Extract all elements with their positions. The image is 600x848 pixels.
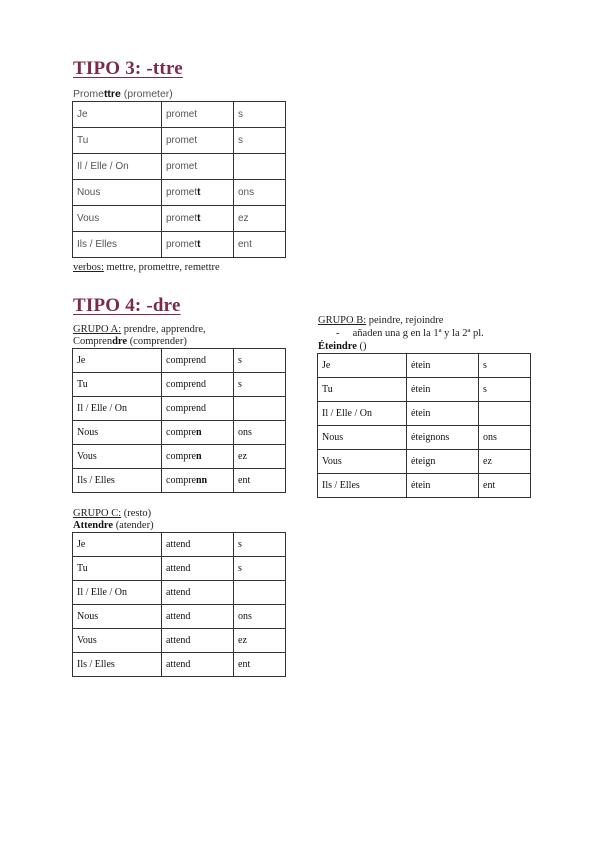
table-row: [73, 154, 286, 180]
verb-prefix: Prome: [73, 88, 104, 100]
stem-cell: promet: [162, 128, 234, 154]
ending-cell: ez: [234, 629, 286, 653]
stem-cell: attend: [162, 605, 234, 629]
stem-cell: étein: [407, 474, 479, 498]
ending-cell: ons: [479, 426, 531, 450]
pronoun-cell: Il / Elle / On: [73, 581, 162, 605]
grupo-b-table: [317, 353, 531, 498]
grupo-a-table: [72, 348, 286, 493]
stem-cell: étein: [407, 378, 479, 402]
ending-cell: ent: [479, 474, 531, 498]
table-row: [73, 232, 286, 258]
ending-cell: s: [234, 102, 286, 128]
pronoun-cell: Nous: [73, 421, 162, 445]
ending-cell: s: [234, 373, 286, 397]
pronoun-cell: Tu: [318, 378, 407, 402]
stem-cell: attend: [162, 653, 234, 677]
verb-ending-bold: ttre: [103, 88, 121, 100]
grupo-b-desc: peindre, rejoindre: [366, 315, 444, 326]
table-row: [73, 469, 286, 493]
stem-cell: attend: [162, 533, 234, 557]
stem-cell: promett: [162, 232, 234, 258]
pronoun-cell: Nous: [73, 605, 162, 629]
stem-cell: comprend: [162, 397, 234, 421]
ending-cell: ons: [234, 421, 286, 445]
ending-cell: ez: [234, 206, 286, 232]
pronoun-cell: Tu: [73, 557, 162, 581]
grupo-b-note: - añaden una g en la 1ª y la 2ª pl.: [336, 328, 484, 339]
ending-cell: s: [234, 349, 286, 373]
ending-cell: [234, 581, 286, 605]
tipo3-title: TIPO 3: -ttre: [73, 58, 183, 79]
grupo-c-verb: Attendre (atender): [73, 520, 154, 531]
ending-cell: ent: [234, 653, 286, 677]
grupo-c-table: [72, 532, 286, 677]
pronoun-cell: Je: [73, 533, 162, 557]
table-row: [73, 533, 286, 557]
stem-cell: compren: [162, 421, 234, 445]
ending-cell: [479, 402, 531, 426]
pronoun-cell: Vous: [73, 629, 162, 653]
table-row: [73, 373, 286, 397]
stem-cell: compren: [162, 445, 234, 469]
table-row: [73, 581, 286, 605]
grupo-c-desc: (resto): [121, 508, 152, 519]
stem-cell: promett: [162, 206, 234, 232]
stem-cell: attend: [162, 557, 234, 581]
verbs-label: verbos:: [73, 262, 104, 273]
stem-cell: attend: [162, 629, 234, 653]
pronoun-cell: Je: [73, 349, 162, 373]
stem-cell: étein: [407, 402, 479, 426]
ending-cell: s: [479, 354, 531, 378]
ending-cell: ent: [234, 232, 286, 258]
table-row: [73, 421, 286, 445]
pronoun-cell: Vous: [318, 450, 407, 474]
pronoun-cell: Tu: [73, 128, 162, 154]
tipo3-verb: [73, 88, 173, 100]
table-row: [318, 474, 531, 498]
table-row: [318, 450, 531, 474]
ending-cell: ent: [234, 469, 286, 493]
grupo-b-verb: Éteindre (): [318, 341, 367, 352]
pronoun-cell: Ils / Elles: [73, 653, 162, 677]
pronoun-cell: Il / Elle / On: [73, 397, 162, 421]
pronoun-cell: Ils / Elles: [73, 232, 162, 258]
ending-cell: s: [234, 128, 286, 154]
ending-cell: ez: [479, 450, 531, 474]
verb-gloss: (prometer): [120, 88, 173, 100]
pronoun-cell: Je: [73, 102, 162, 128]
ending-cell: s: [234, 533, 286, 557]
stem-cell: comprend: [162, 349, 234, 373]
stem-cell: éteign: [407, 450, 479, 474]
grupo-a-desc: prendre, apprendre,: [121, 324, 206, 335]
tipo3-table: [72, 101, 286, 258]
table-row: [73, 128, 286, 154]
tipo3-verbs-note: [73, 262, 220, 274]
ending-cell: [234, 154, 286, 180]
pronoun-cell: Nous: [318, 426, 407, 450]
ending-cell: ons: [234, 605, 286, 629]
stem-cell: comprenn: [162, 469, 234, 493]
tipo4-title: TIPO 4: -dre: [73, 295, 181, 316]
pronoun-cell: Vous: [73, 206, 162, 232]
table-row: [318, 402, 531, 426]
ending-cell: [234, 397, 286, 421]
grupo-b-label: GRUPO B:: [318, 315, 367, 326]
pronoun-cell: Nous: [73, 180, 162, 206]
table-row: [73, 397, 286, 421]
stem-cell: promet: [162, 102, 234, 128]
pronoun-cell: Il / Elle / On: [318, 402, 407, 426]
pronoun-cell: Tu: [73, 373, 162, 397]
table-row: [73, 102, 286, 128]
pronoun-cell: Je: [318, 354, 407, 378]
table-row: [73, 557, 286, 581]
table-row: [73, 445, 286, 469]
stem-cell: attend: [162, 581, 234, 605]
table-row: [318, 354, 531, 378]
grupo-a-label: GRUPO A:: [73, 324, 122, 335]
ending-cell: s: [479, 378, 531, 402]
stem-cell: promett: [162, 180, 234, 206]
stem-cell: promet: [162, 154, 234, 180]
ending-cell: ons: [234, 180, 286, 206]
pronoun-cell: Il / Elle / On: [73, 154, 162, 180]
grupo-a-verb: Comprendre (comprender): [73, 336, 187, 347]
pronoun-cell: Vous: [73, 445, 162, 469]
table-row: [73, 180, 286, 206]
ending-cell: s: [234, 557, 286, 581]
table-row: [73, 349, 286, 373]
grupo-b-header: [318, 315, 443, 327]
stem-cell: éteignons: [407, 426, 479, 450]
table-row: [318, 378, 531, 402]
stem-cell: comprend: [162, 373, 234, 397]
verbs-list: mettre, promettre, remettre: [103, 262, 220, 273]
pronoun-cell: Ils / Elles: [73, 469, 162, 493]
pronoun-cell: Ils / Elles: [318, 474, 407, 498]
table-row: [73, 629, 286, 653]
ending-cell: ez: [234, 445, 286, 469]
grupo-c-label: GRUPO C:: [73, 508, 122, 519]
grupo-c-header: [73, 508, 151, 520]
grupo-a-header: [73, 324, 206, 336]
table-row: [318, 426, 531, 450]
table-row: [73, 653, 286, 677]
table-row: [73, 605, 286, 629]
table-row: [73, 206, 286, 232]
stem-cell: étein: [407, 354, 479, 378]
